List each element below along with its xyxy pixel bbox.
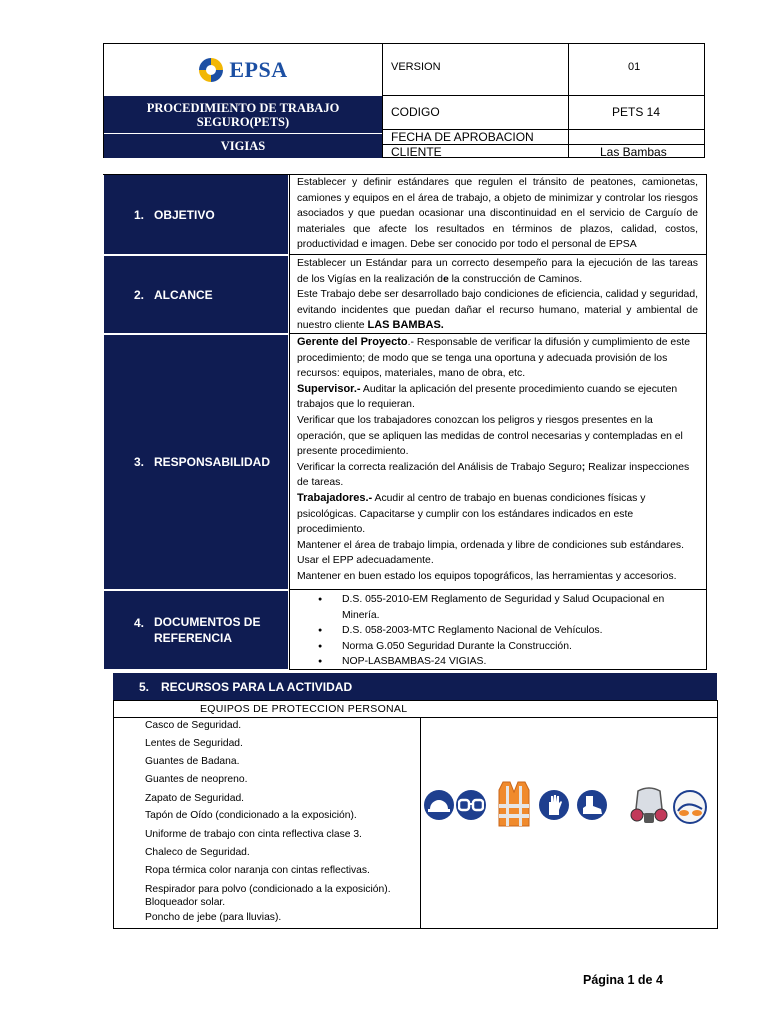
section-responsabilidad-text: Gerente del Proyecto.- Responsable de verificar la difusión y cumplimiento de este procedimiento; de modo que se tenga una oportuna y adecuada provisión de los recursos: equipos, materiales, mano de obra, etc. Supervisor.- Auditar la aplicación del presente procedimiento cuando se ejecuten trabajos que lo requieran. Verificar que los trabajadores conozcan los peligros y riesgos presentes en la operación, que se apliquen las medidas de control necesarias y contempladas en el presente procedimiento. Verificar la correcta realización del Análisis de Trabajo Seguro; Realizar inspecciones de tareas. Trabajadores.- Acudir al centro de trabajo en buenas condiciones físicas y psicológicas. Capacitarse y cumplir con los estándares indicados en este procedimiento. Mantener el área de trabajo limpia, ordenada y libre de condiciones sub estándares. Usar el EPP adecuadamente. Mantener en buen estado los equipos topográficos, las herramientas y accesorios. [297,336,691,582]
respirator-icon [630,787,668,829]
goggles-icon [456,790,486,820]
epp-item: Respirador para polvo (condicionado a la exposición). [145,884,391,895]
version-label: VERSION [391,61,441,73]
epp-item: Poncho de jebe (para lluvias). [145,912,282,923]
header-table [103,43,705,158]
approval-label: FECHA DE APROBACION [391,130,534,144]
boot-icon [577,790,607,820]
code-value: PETS 14 [612,105,661,119]
glove-icon [539,790,569,820]
reference-doc-item: ● Norma G.050 Seguridad Durante la Construcción. [297,639,686,655]
section-objetivo-text: Establecer y definir estándares que regulen el tránsito de peatones, camionetas, camiones y equipos en el área de trabajo, a objeto de minimizar y controlar los riesgos asociados y que puedan ocasionar una discontinuidad en el servicio de Carguío de materiales que afecte los resultados en términos de plazos, calidad, costos, productividad e imagen. Debe ser conocido por todo el personal de EPSA [297,177,698,251]
epsa-logo-icon [198,57,224,83]
logo-cell [104,44,382,96]
reference-doc-item: ● D.S. 055-2010-EM Reglamento de Seguridad y Salud Ocupacional en Minería. [297,592,686,623]
helmet-icon [424,790,454,820]
epp-item: Lentes de Seguridad. [145,738,243,749]
reference-doc-item: ● D.S. 058-2003-MTC Reglamento Nacional de Vehículos. [297,623,686,639]
vest-icon [497,780,531,828]
procedure-subtitle-cell [104,134,382,158]
procedure-title: PROCEDIMIENTO DE TRABAJO SEGURO(PETS) [146,100,340,129]
epp-item: Tapón de Oído (condicionado a la exposición). [145,810,357,821]
epp-item: Chaleco de Seguridad. [145,847,250,858]
epp-item: Bloqueador solar. [145,897,226,908]
version-value: 01 [628,61,641,73]
section-objetivo-label: 1. OBJETIVO [104,175,288,254]
section-documentos-label: 4. DOCUMENTOS DE REFERENCIA [104,591,288,669]
procedure-subtitle: VIGIAS [220,139,266,153]
earplug-icon [672,789,708,825]
logo-text: EPSA [229,57,288,82]
code-label: CODIGO [391,105,440,119]
page-number: Página 1 de 4 [583,973,663,987]
epp-header: EQUIPOS DE PROTECCION PERSONAL [200,703,408,715]
section-responsabilidad-label: 3. RESPONSABILIDAD [104,335,288,589]
section-alcance-text: Establecer un Estándar para un correcto desempeño para la ejecución de las tareas de los Vigías en la realización de la construcción de Caminos. Este Trabajo debe ser desarrollado bajo condiciones de eficiencia, calidad y seguridad, evitando incidentes que puedan dañar el recurso humano, material y ambiental de nuestro cliente LAS BAMBAS. [297,258,698,332]
section-documentos-text [290,592,706,669]
epp-item: Casco de Seguridad. [145,720,242,731]
epp-item: Zapato de Seguridad. [145,793,245,804]
epp-item: Ropa térmica color naranja con cintas reflectivas. [145,865,370,876]
reference-docs-list [297,592,686,670]
epp-item: Uniforme de trabajo con cinta reflectiva clase 3. [145,829,362,840]
client-label: CLIENTE [391,145,442,159]
client-value: Las Bambas [600,145,667,159]
reference-doc-item: ● NOP-LASBAMBAS-24 VIGIAS. [297,654,686,670]
procedure-title-cell [104,96,382,133]
epp-item: Guantes de Badana. [145,756,240,767]
section-alcance-label: 2. ALCANCE [104,256,288,333]
section-recursos-header: 5. RECURSOS PARA LA ACTIVIDAD [113,673,717,700]
epp-item: Guantes de neopreno. [145,774,248,785]
